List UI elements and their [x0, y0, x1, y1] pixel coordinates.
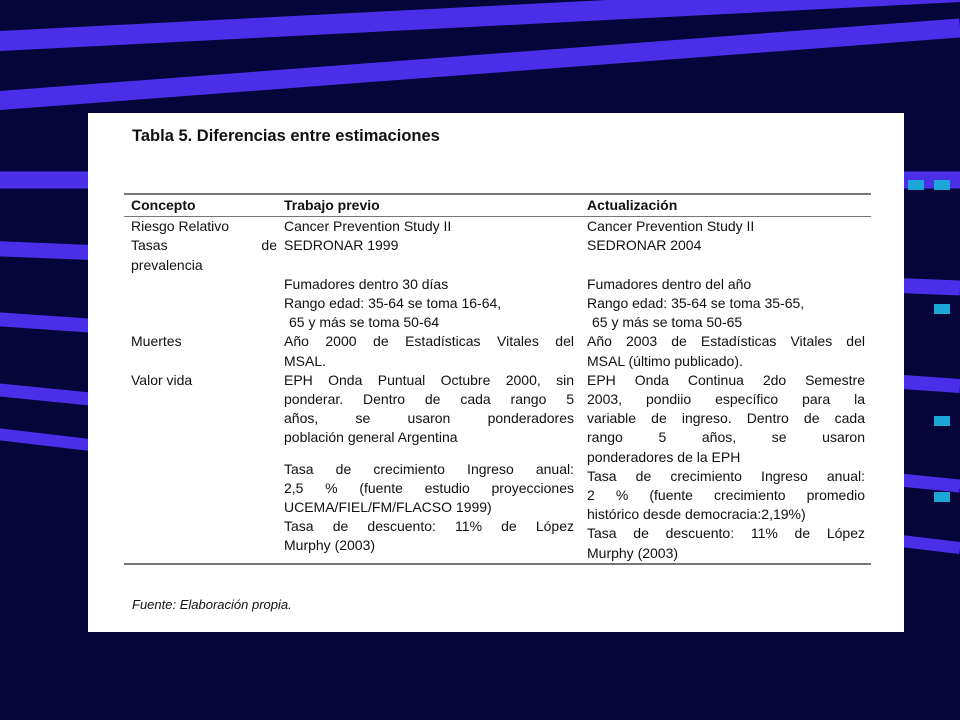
cell-actual: Tasa de crecimiento Ingreso anual: — [587, 467, 865, 484]
cell-actual: Año 2003 de Estadísticas Vitales del — [587, 333, 865, 350]
cell-previo: población general Argentina — [284, 429, 458, 446]
cell-previo: 65 y más se toma 50-64 — [289, 314, 440, 331]
table-row-tasas — [124, 236, 871, 332]
bg-highlight — [934, 416, 950, 426]
table-title: Tabla 5. Diferencias entre estimaciones — [132, 127, 440, 145]
cell-concepto: Valor vida — [131, 371, 193, 388]
cell-actual: Cancer Prevention Study II — [587, 218, 755, 235]
table-figure — [88, 113, 904, 632]
cell-concepto: Muertes — [131, 333, 182, 350]
cell-previo: 2,5 % (fuente estudio proyecciones — [284, 479, 574, 496]
cell-previo: Tasa de descuento: 11% de López — [284, 518, 574, 535]
table-row-riesgo — [124, 217, 871, 236]
cell-previo: Fumadores dentro 30 días — [284, 275, 449, 292]
cell-previo: UCEMA/FIEL/FM/FLACSO 1999) — [284, 499, 492, 516]
header-trabajo-previo: Trabajo previo — [284, 197, 380, 213]
cell-previo: Rango edad: 35-64 se toma 16-64, — [284, 295, 502, 311]
cell-actual: EPH Onda Continua 2do Semestre — [587, 371, 865, 388]
cell-actual: 2003, pondiio específico para la — [587, 391, 865, 408]
table-source-note: Fuente: Elaboración propia. — [132, 597, 292, 612]
cell-concepto: Tasas de — [131, 237, 277, 254]
cell-actual: Rango edad: 35-64 se toma 35-65, — [587, 295, 805, 311]
cell-actual: rango 5 años, se usaron — [587, 429, 865, 446]
cell-actual: variable de ingreso. Dentro de cada — [587, 410, 865, 427]
header-actualizacion: Actualización — [587, 197, 678, 213]
bg-highlight — [934, 304, 950, 314]
cell-previo: Año 2000 de Estadísticas Vitales del — [284, 333, 574, 350]
cell-previo: Murphy (2003) — [284, 537, 376, 554]
cell-actual: ponderadores de la EPH — [587, 448, 741, 465]
cell-actual: Fumadores dentro del año — [587, 275, 752, 292]
cell-previo: SEDRONAR 1999 — [284, 237, 399, 254]
cell-actual: 2 % (fuente crecimiento promedio — [587, 487, 865, 504]
cell-concepto-cont: prevalencia — [131, 256, 203, 273]
cell-concepto: Riesgo Relativo — [131, 218, 230, 235]
cell-actual: MSAL (último publicado). — [587, 352, 743, 369]
cell-previo: ponderar. Dentro de cada rango 5 — [284, 391, 574, 408]
table-header-row — [124, 195, 871, 217]
table-row-valor-vida — [124, 371, 871, 563]
cell-previo: EPH Onda Puntual Octubre 2000, sin — [284, 371, 574, 388]
cell-actual: histórico desde democracia:2,19%) — [587, 506, 806, 523]
bg-highlight — [908, 180, 924, 190]
bg-highlight — [934, 180, 950, 190]
cell-actual: Murphy (2003) — [587, 544, 679, 561]
comparison-table — [124, 193, 871, 565]
cell-actual: Tasa de descuento: 11% de López — [587, 525, 865, 542]
cell-actual: 65 y más se toma 50-65 — [592, 314, 743, 331]
cell-previo: años, se usaron ponderadores — [284, 410, 574, 427]
cell-previo: MSAL. — [284, 352, 327, 369]
cell-previo: Cancer Prevention Study II — [284, 218, 452, 235]
cell-previo: Tasa de crecimiento Ingreso anual: — [284, 460, 574, 477]
cell-actual: SEDRONAR 2004 — [587, 237, 702, 254]
table-row-muertes — [124, 332, 871, 370]
bg-highlight — [934, 492, 950, 502]
header-concepto: Concepto — [131, 197, 196, 213]
